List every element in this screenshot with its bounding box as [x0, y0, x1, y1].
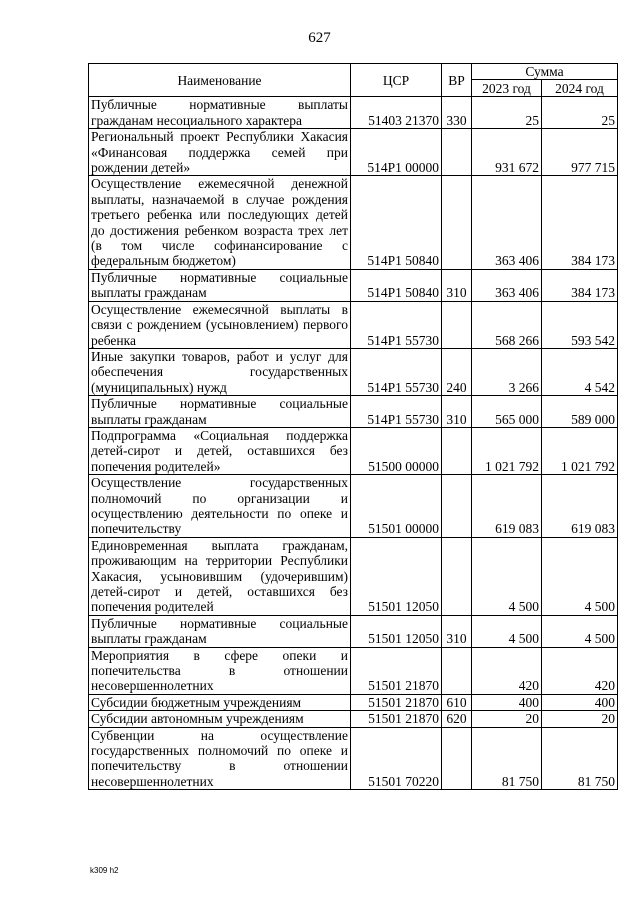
row-vr — [442, 647, 472, 694]
row-name: Иные закупки товаров, работ и услуг для обеспечения государственных (муниципальных) нужд — [89, 348, 351, 395]
row-vr — [442, 475, 472, 538]
header-csr: ЦСР — [351, 64, 442, 97]
table-row — [89, 269, 618, 301]
page-number: 627 — [308, 30, 331, 46]
row-name: Публичные нормативные социальные выплаты гражданам — [89, 396, 351, 428]
table-row — [89, 475, 618, 538]
table-row — [89, 727, 618, 790]
row-sum-2023: 81 750 — [472, 727, 542, 790]
row-csr: 51403 21370 — [351, 97, 442, 129]
row-sum-2024: 400 — [542, 694, 618, 710]
row-csr: 514P1 00000 — [351, 129, 442, 176]
row-name: Осуществление ежемесячной выплаты в связи с рождением (усыновлением) первого ребенка — [89, 301, 351, 348]
table-row — [89, 537, 618, 615]
header-name: Наименование — [89, 64, 351, 97]
budget-table — [88, 63, 618, 790]
row-vr — [442, 301, 472, 348]
row-sum-2024: 4 500 — [542, 537, 618, 615]
table-row — [89, 97, 618, 129]
row-sum-2024: 589 000 — [542, 396, 618, 428]
row-name: Региональный проект Республики Хакасия «Финансовая поддержка семей при рождении детей» — [89, 129, 351, 176]
row-csr: 51501 12050 — [351, 615, 442, 647]
table-row — [89, 711, 618, 727]
header-year-2023: 2023 год — [472, 80, 542, 97]
row-name: Осуществление государственных полномочий по организации и осуществлению деятельности по опеке и попечительству — [89, 475, 351, 538]
row-vr: 310 — [442, 615, 472, 647]
row-sum-2024: 384 173 — [542, 176, 618, 269]
row-vr — [442, 727, 472, 790]
row-name: Публичные нормативные социальные выплаты гражданам — [89, 615, 351, 647]
row-csr: 514P1 50840 — [351, 269, 442, 301]
row-vr: 330 — [442, 97, 472, 129]
row-csr: 51501 00000 — [351, 475, 442, 538]
row-sum-2023: 20 — [472, 711, 542, 727]
row-vr: 310 — [442, 396, 472, 428]
row-sum-2024: 20 — [542, 711, 618, 727]
table-row — [89, 615, 618, 647]
table-row — [89, 348, 618, 395]
table-row — [89, 694, 618, 710]
row-vr: 240 — [442, 348, 472, 395]
table-row — [89, 647, 618, 694]
row-vr — [442, 427, 472, 474]
row-sum-2023: 363 406 — [472, 269, 542, 301]
row-sum-2024: 977 715 — [542, 129, 618, 176]
row-csr: 514P1 55730 — [351, 301, 442, 348]
row-vr: 620 — [442, 711, 472, 727]
row-sum-2023: 400 — [472, 694, 542, 710]
row-name: Субвенции на осуществление государственных полномочий по опеке и попечительству в отношении несовершеннолетних — [89, 727, 351, 790]
row-sum-2023: 420 — [472, 647, 542, 694]
row-sum-2024: 4 542 — [542, 348, 618, 395]
row-sum-2023: 931 672 — [472, 129, 542, 176]
row-name: Субсидии бюджетным учреждениям — [89, 694, 351, 710]
row-vr — [442, 129, 472, 176]
row-csr: 51501 70220 — [351, 727, 442, 790]
row-sum-2024: 4 500 — [542, 615, 618, 647]
row-sum-2023: 3 266 — [472, 348, 542, 395]
table-row — [89, 176, 618, 269]
row-sum-2024: 81 750 — [542, 727, 618, 790]
row-sum-2024: 1 021 792 — [542, 427, 618, 474]
row-csr: 514P1 55730 — [351, 348, 442, 395]
row-csr: 51501 21870 — [351, 694, 442, 710]
row-sum-2024: 384 173 — [542, 269, 618, 301]
row-sum-2024: 25 — [542, 97, 618, 129]
row-sum-2023: 1 021 792 — [472, 427, 542, 474]
row-sum-2024: 619 083 — [542, 475, 618, 538]
table-row — [89, 396, 618, 428]
row-name: Подпрограмма «Социальная поддержка детей-сирот и детей, оставшихся без попечения родителей» — [89, 427, 351, 474]
table-row — [89, 129, 618, 176]
row-sum-2023: 619 083 — [472, 475, 542, 538]
row-name: Мероприятия в сфере опеки и попечительства в отношении несовершеннолетних — [89, 647, 351, 694]
row-csr: 51501 21870 — [351, 711, 442, 727]
row-sum-2023: 4 500 — [472, 537, 542, 615]
header-vr: ВР — [442, 64, 472, 97]
row-name: Осуществление ежемесячной денежной выплаты, назначаемой в случае рождения третьего ребенка или последующих детей до достижения ребенком возраста трех лет (в том числе софинансирование с федеральным бюджетом) — [89, 176, 351, 269]
row-vr: 610 — [442, 694, 472, 710]
row-sum-2023: 25 — [472, 97, 542, 129]
row-sum-2023: 565 000 — [472, 396, 542, 428]
row-sum-2023: 4 500 — [472, 615, 542, 647]
row-csr: 51501 12050 — [351, 537, 442, 615]
header-year-2024: 2024 год — [542, 80, 618, 97]
table-row — [89, 427, 618, 474]
row-vr — [442, 176, 472, 269]
row-csr: 51501 21870 — [351, 647, 442, 694]
row-csr: 514P1 55730 — [351, 396, 442, 428]
table-row — [89, 301, 618, 348]
row-sum-2024: 420 — [542, 647, 618, 694]
row-name: Единовременная выплата гражданам, проживающим на территории Республики Хакасия, усыновившим (удочерившим) детей-сирот и детей, оставшихся без попечения родителей — [89, 537, 351, 615]
row-sum-2024: 593 542 — [542, 301, 618, 348]
row-vr — [442, 537, 472, 615]
row-vr: 310 — [442, 269, 472, 301]
row-csr: 514P1 50840 — [351, 176, 442, 269]
row-csr: 51500 00000 — [351, 427, 442, 474]
row-sum-2023: 568 266 — [472, 301, 542, 348]
row-name: Субсидии автономным учреждениям — [89, 711, 351, 727]
row-sum-2023: 363 406 — [472, 176, 542, 269]
footer-code: k309 h2 — [90, 866, 119, 875]
row-name: Публичные нормативные социальные выплаты гражданам — [89, 269, 351, 301]
header-sum: Сумма — [472, 64, 618, 80]
row-name: Публичные нормативные выплаты гражданам несоциального характера — [89, 97, 351, 129]
